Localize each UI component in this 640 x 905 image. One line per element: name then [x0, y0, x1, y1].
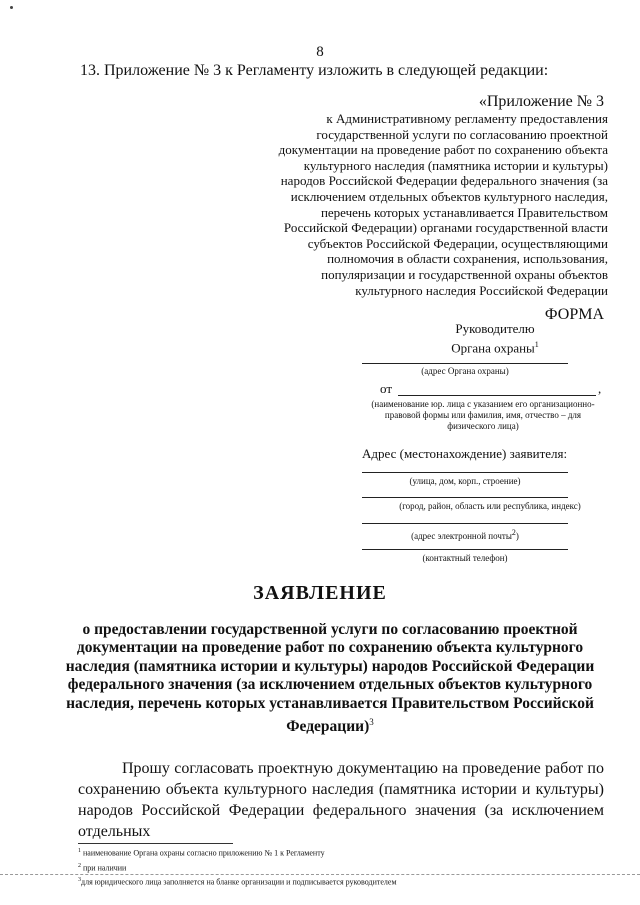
statement-subject-note: 3	[369, 717, 374, 728]
recipient-note: 1	[534, 340, 539, 349]
footnote-mark: 3	[78, 877, 81, 884]
appendix-title: «Приложение № 3	[478, 93, 604, 110]
item-heading: 13. Приложение № 3 к Регламенту изложить в следующей редакции:	[80, 62, 549, 79]
statement-title: ЗАЯВЛЕНИЕ	[253, 582, 387, 604]
footnote-mark: 1	[78, 848, 81, 854]
footnote-rule	[78, 843, 233, 844]
footnote-2	[78, 860, 397, 875]
email-hint-close: )	[515, 531, 519, 541]
footnote-1	[78, 845, 397, 860]
scan-mark	[10, 6, 13, 9]
recipient-line2	[430, 337, 560, 356]
footnote-3	[78, 874, 397, 889]
statement-subject	[60, 621, 600, 737]
footnotes	[78, 845, 397, 889]
applicant-address-label: Адрес (местонахождение) заявителя:	[362, 446, 568, 461]
street-hint: (улица, дом, корп., строение)	[409, 476, 521, 486]
email-hint-block	[362, 527, 568, 542]
recipient-line2-text: Органа охраны	[451, 340, 535, 356]
scan-edge	[0, 874, 640, 875]
recipient-line1: Руководителю	[455, 321, 535, 336]
email-hint: (адрес электронной почты	[411, 531, 512, 541]
footnote-mark: 2	[78, 862, 81, 869]
form-label: ФОРМА	[544, 306, 604, 323]
email-line	[362, 523, 568, 524]
from-line	[398, 395, 596, 396]
email-note: 2	[511, 528, 516, 537]
page-number: 8	[316, 44, 324, 60]
statement-body: Прошу согласовать проектную документацию на проведение работ по сохранению объекта культурного наследия (памятника истории и культуры) народов Российской Федерации федерального значения (за исключением отдельных	[78, 760, 604, 840]
authority-address-hint: (адрес Органа охраны)	[421, 366, 509, 376]
phone-line	[362, 549, 568, 550]
city-hint: (город, район, область или республика, индекс)	[399, 501, 581, 511]
city-line	[362, 497, 568, 498]
from-comma: ,	[598, 381, 602, 396]
street-line	[362, 472, 568, 473]
recipient-block	[430, 321, 560, 356]
phone-hint: (контактный телефон)	[422, 553, 508, 563]
authority-address-line	[362, 363, 568, 364]
footnote-text: при наличии	[83, 863, 127, 873]
from-label: от	[380, 381, 393, 396]
footnote-text: наименование Органа охраны согласно приложению № 1 к Регламенту	[83, 848, 325, 858]
appendix-body: к Административному регламенту предоставления государственной услуги по согласованию проектной документации на проведение работ по сохранению объекта культурного наследия (памятника истории и культуры) народов Российской Федерации федерального значения (за исключением отдельных объектов культурного наследия, перечень которых устанавливается Правительством Российской Федерации) органами государственной власти субъектов Российской Федерации, осуществляющими полномочия в области сохранения, использования, популяризации и государственной охраны объектов культурного наследия Российской Федерации	[278, 111, 608, 298]
from-hint: (наименование юр. лица с указанием его организационно-правовой формы или фамилия, имя, отчество – для физического лица)	[371, 399, 595, 431]
statement-subject-text: о предоставлении государственной услуги по согласованию проектной документации на проведение работ по сохранению объекта культурного наследия (памятника истории и культуры) народов Российской Федерации федерального значения (за исключением отдельных объектов культурного наследия, перечень которых устанавливается Правительством Российской Федерации)	[65, 621, 595, 736]
footnote-text: для юридического лица заполняется на бланке организации и подписывается руководителем	[81, 877, 397, 887]
